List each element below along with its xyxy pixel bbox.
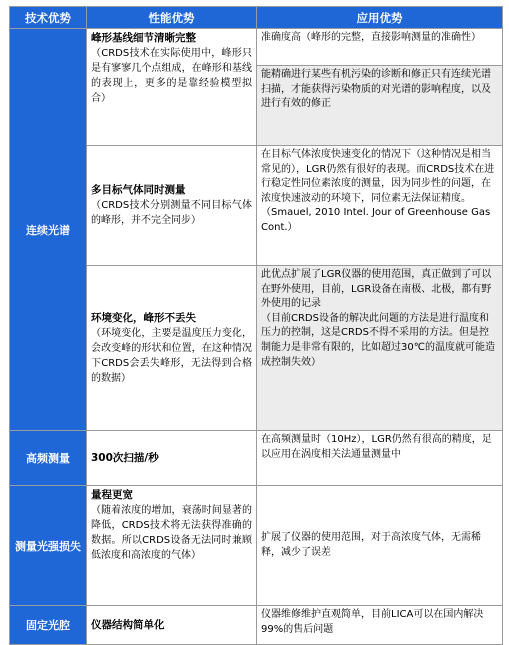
feature-title: 多目标气体同时测量 xyxy=(91,184,186,196)
feature-desc: （CRDS技术在实际使用中，峰形只是有寥寥几个点组成，在峰形和基线的表现上，更多的是靠经验模型拟合） xyxy=(91,48,252,104)
feature-title: 300次扫描/秒 xyxy=(91,451,159,464)
table-row xyxy=(10,29,503,66)
feature-title: 量程更宽 xyxy=(91,489,133,501)
category-cell: 测量光强损失 xyxy=(10,486,87,606)
table-row xyxy=(10,486,503,606)
header-tech-advantage: 技术优势 xyxy=(10,7,87,29)
feature-cell xyxy=(87,29,257,146)
header-row xyxy=(10,7,503,29)
feature-cell xyxy=(87,606,257,645)
feature-cell xyxy=(87,486,257,606)
feature-cell xyxy=(87,431,257,486)
feature-desc: （环境变化，主要是温度压力变化，会改变峰的形状和位置，在这种情况下CRDS会丢失峰形，无法得到合格的数据） xyxy=(91,327,252,384)
feature-title: 仪器结构简单化 xyxy=(91,618,165,631)
application-cell: 此优点扩展了LGR仪器的使用范围，真正做到了可以在野外使用，目前，LGR设备在南极、北极，都有野外使用的记录 （目前CRDS设备的解决此问题的方法是进行温度和压力的控制，这是CRDS不得不采用的方法。但是控制能力是非常有限的，比如超过30℃的温度就可能造成控制失效） xyxy=(257,266,503,431)
application-cell: 仪器维修维护直观简单，目前LICA可以在国内解决99%的售后问题 xyxy=(257,606,503,645)
application-cell: 在高频测量时（10Hz），LGR仍然有很高的精度，足以应用在涡度相关法通量测量中 xyxy=(257,431,503,486)
header-performance-advantage: 性能优势 xyxy=(87,7,257,29)
category-cell: 固定光腔 xyxy=(10,606,87,645)
advantages-table xyxy=(9,6,503,645)
table-row xyxy=(10,431,503,486)
feature-title: 环境变化，峰形不丢失 xyxy=(91,311,196,324)
category-cell: 高频测量 xyxy=(10,431,87,486)
table-row xyxy=(10,606,503,645)
feature-title: 峰形基线细节清晰完整 xyxy=(91,32,196,44)
application-cell: 在目标气体浓度快速变化的情况下（这种情况是相当常见的），LGR仍然有很好的表现。而CRDS技术在进行稳定性同位素浓度的测量，因为同步性的问题，在浓度快速波动的环境下，同位素无法保证精度。（Smauel, 2010 Intel. Jour of Greenhouse Gas Cont.） xyxy=(257,146,503,266)
application-cell: 准确度高（峰形的完整，直接影响测量的准确性） xyxy=(257,29,503,66)
application-cell: 能精确进行某些有机污染的诊断和修正只有连续光谱扫描，才能获得污染物质的对光谱的影响程度，以及进行有效的修正 xyxy=(257,66,503,146)
feature-cell xyxy=(87,146,257,266)
category-cell: 连续光谱 xyxy=(10,29,87,431)
feature-desc: （CRDS技术分别测量不同目标气体的峰形，并不完全同步） xyxy=(91,200,252,226)
header-application-advantage: 应用优势 xyxy=(257,7,503,29)
application-cell: 扩展了仪器的使用范围，对于高浓度气体，无需稀释，减少了误差 xyxy=(257,486,503,606)
feature-cell xyxy=(87,266,257,431)
feature-desc: （随着浓度的增加，衰荡时间显著的降低，CRDS技术将无法获得准确的数据。所以CRDS设备无法同时兼顾低浓度和高浓度的气体） xyxy=(91,505,252,561)
